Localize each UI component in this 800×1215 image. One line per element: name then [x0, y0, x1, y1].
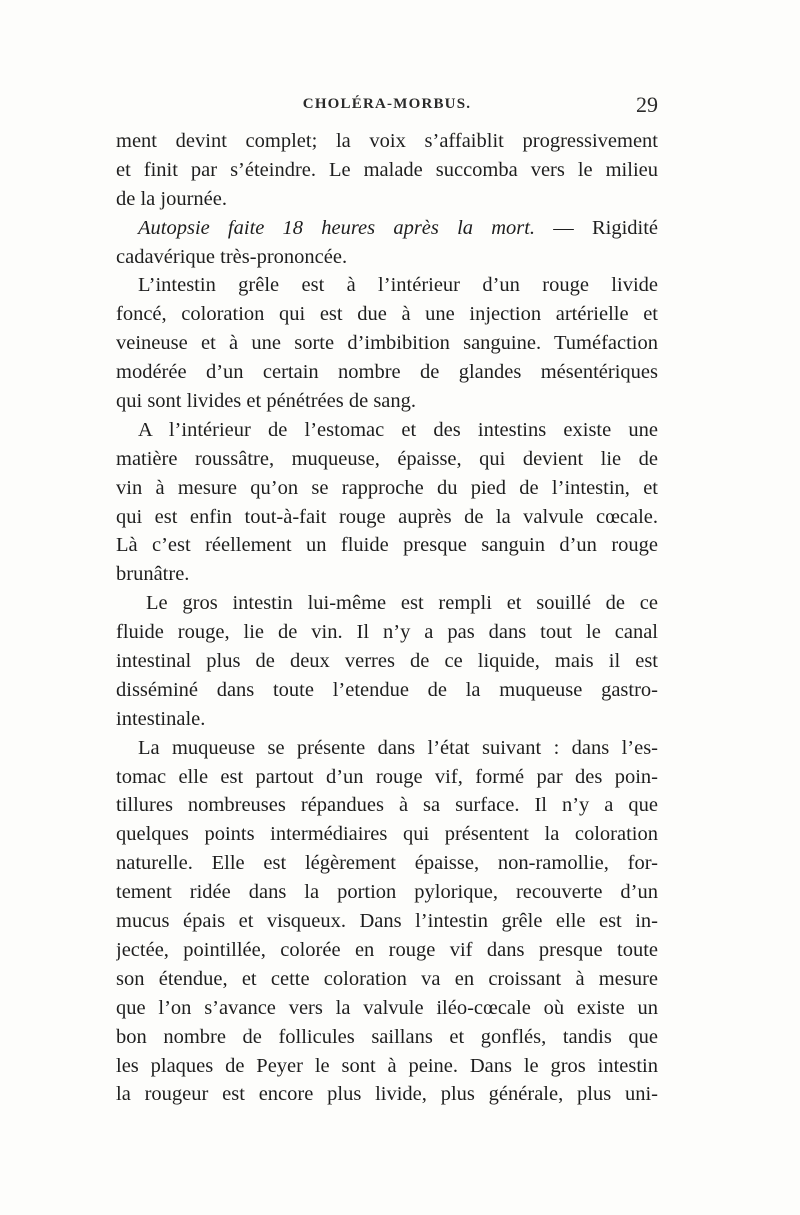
text-line: la rougeur est encore plus livide, plus générale, plus uni- — [116, 1083, 658, 1106]
paragraph-start-line: L’intestin grêle est à l’intérieur d’un rouge livide — [138, 274, 658, 297]
text-line: Là c’est réellement un fluide presque sanguin d’un rouge — [116, 534, 658, 557]
autopsy-heading-line — [116, 214, 658, 243]
running-title: CHOLÉRA-MORBUS. — [302, 96, 472, 112]
text-line: naturelle. Elle est légèrement épaisse, non-ramollie, for- — [116, 852, 658, 875]
text-line: et finit par s’éteindre. Le malade succomba vers le milieu — [116, 158, 658, 181]
text-line: intestinale. — [116, 707, 206, 730]
text-line: modérée d’un certain nombre de glandes mésentériques — [116, 361, 658, 384]
text-line: bon nombre de follicules saillans et gonflés, tandis que — [116, 1025, 658, 1048]
running-head — [116, 92, 658, 122]
text-line: tomac elle est partout d’un rouge vif, formé par des poin- — [116, 765, 658, 788]
text-line: quelques points intermédiaires qui présentent la coloration — [116, 823, 658, 846]
text-line: mucus épais et visqueux. Dans l’intestin grêle elle est in- — [116, 910, 658, 933]
text-line: brunâtre. — [116, 563, 190, 586]
autopsy-dash-text: — Rigidité — [553, 216, 658, 239]
paragraph-start-line: Le gros intestin lui-même est rempli et souillé de ce — [146, 592, 658, 615]
text-line: tillures nombreuses répandues à sa surface. Il n’y a que — [116, 794, 658, 817]
text-line: disséminé dans toute l’etendue de la muqueuse gastro- — [116, 678, 658, 701]
text-line: ment devint complet; la voix s’affaiblit progressivement — [116, 130, 658, 152]
text-line: tement ridée dans la portion pylorique, recouverte d’un — [116, 881, 658, 904]
paragraph-start-line: A l’intérieur de l’estomac et des intestins existe une — [138, 418, 658, 441]
text-line: veineuse et à une sorte d’imbibition sanguine. Tuméfaction — [116, 332, 658, 355]
text-line: qui sont livides et pénétrées de sang. — [116, 390, 417, 413]
page-number: 29 — [636, 92, 658, 117]
text-line: jectée, pointillée, colorée en rouge vif dans presque toute — [116, 938, 658, 961]
text-line: de la journée. — [116, 187, 227, 210]
text-line: fluide rouge, lie de vin. Il n’y a pas dans tout le canal — [116, 621, 658, 644]
text-line: cadavérique très-prononcée. — [116, 245, 348, 268]
autopsy-heading: Autopsie faite 18 heures après la mort. — [138, 216, 536, 239]
paragraph-start-line: La muqueuse se présente dans l’état suivant : dans l’es- — [138, 736, 658, 759]
text-line: intestinal plus de deux verres de ce liquide, mais il est — [116, 650, 658, 673]
text-line: son étendue, et cette coloration va en croissant à mesure — [116, 967, 658, 990]
text-line: les plaques de Peyer le sont à peine. Dans le gros intestin — [116, 1054, 658, 1077]
text-line: vin à mesure qu’on se rapproche du pied de l’intestin, et — [116, 476, 658, 499]
body-text — [116, 127, 658, 1109]
text-line: matière roussâtre, muqueuse, épaisse, qui devient lie de — [116, 447, 658, 470]
text-line: que l’on s’avance vers la valvule iléo-cœcale où existe un — [116, 996, 658, 1019]
text-line: qui est enfin tout-à-fait rouge auprès de la valvule cœcale. — [116, 505, 658, 528]
text-line: foncé, coloration qui est due à une injection artérielle et — [116, 303, 658, 326]
